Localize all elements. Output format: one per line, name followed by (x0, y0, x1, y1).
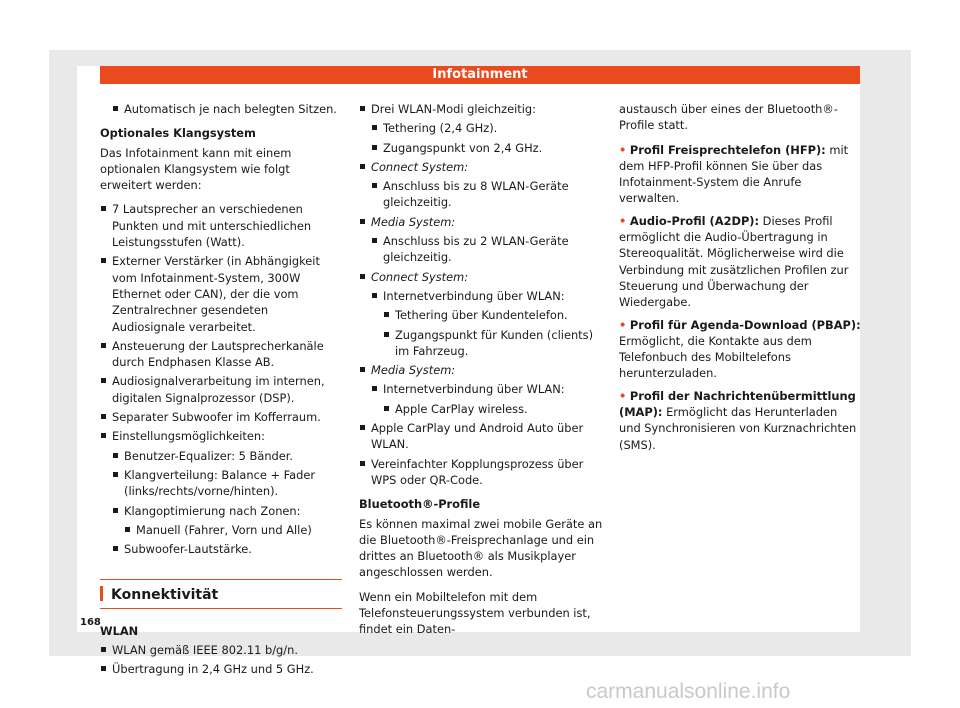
column-3 (619, 98, 862, 459)
profile-title: Profil Freisprechtelefon (HFP): (629, 142, 826, 157)
list-item: Connect System: (359, 159, 603, 175)
profile-text: Dieses Profil ermöglicht die Audio-Übertragung in Stereoqualität. Möglicherweise wird die Verbindung mit zusätzlichen Profilen zur Steuerung und Überwachung der Wiedergabe. (619, 213, 849, 310)
list-item: Media System: (359, 214, 603, 230)
chapter-header: Infotainment (100, 66, 860, 84)
section-title-text: Konnektivität (111, 587, 219, 604)
list-item: Zugangspunkt von 2,4 GHz. (371, 140, 603, 156)
list-item: Übertragung in 2,4 GHz und 5 GHz. (100, 661, 342, 677)
list-item: Tethering (2,4 GHz). (371, 120, 603, 136)
section-heading-sound-system: Optionales Klangsystem (100, 126, 256, 141)
watermark: carmanualsonline.info (586, 680, 791, 703)
list-item: WLAN gemäß IEEE 802.11 b/g/n. (100, 642, 342, 658)
profile-title: Profil für Agenda-Download (PBAP): (629, 317, 861, 332)
list-item: Separater Subwoofer im Kofferraum. (100, 409, 342, 425)
profile-text: Ermöglicht, die Kontakte aus dem Telefonbuch des Mobiltelefons herunterzuladen. (619, 333, 812, 381)
list-item: Media System: (359, 362, 603, 378)
bullet-dot: • (619, 388, 627, 403)
profile-map (619, 388, 862, 453)
profile-text: Ermöglicht das Herunterladen und Synchronisieren von Kurznachrichten (SMS). (619, 405, 857, 452)
page-number: 168 (80, 617, 101, 628)
profile-a2dp (619, 213, 862, 311)
list-item: Drei WLAN-Modi gleichzeitig: (359, 101, 603, 117)
profile-pbap (619, 317, 862, 382)
paragraph: Das Infotainment kann mit einem optionalen Klangsystem wie folgt erweitert werden: (100, 145, 292, 193)
list-item: Audiosignalverarbeitung im internen, digitalen Signalprozessor (DSP). (100, 373, 342, 406)
list-item: Subwoofer-Lautstärke. (112, 541, 342, 557)
list-item: Apple CarPlay und Android Auto über WLAN. (359, 420, 603, 453)
profile-title: Audio-Profil (A2DP): (629, 213, 760, 228)
paragraph: Es können maximal zwei mobile Geräte an die Bluetooth®-Freisprechanlage und ein drittes an Bluetooth® als Musikplayer angeschlossen werden. (359, 516, 603, 580)
list-item: Internetverbindung über WLAN: (371, 288, 603, 304)
list-item: Ansteuerung der Lautsprecherkanäle durch Endphasen Klasse AB. (100, 338, 342, 371)
list-item: Connect System: (359, 269, 603, 285)
list-item: Automatisch je nach belegten Sitzen. (112, 101, 342, 117)
list-item: Klangverteilung: Balance + Fader (links/rechts/vorne/hinten). (112, 467, 342, 500)
list-item: 7 Lautsprecher an verschiedenen Punkten und mit unterschiedlichen Leistungsstufen (Watt). (100, 201, 342, 250)
list-item: Tethering über Kundentelefon. (383, 307, 603, 323)
section-title-connectivity (100, 579, 342, 608)
profile-hfp (619, 142, 862, 207)
list-item: Anschluss bis zu 2 WLAN-Geräte gleichzeitig. (371, 233, 603, 266)
list-item: Internetverbindung über WLAN: (371, 381, 603, 397)
list-item: Externer Verstärker (in Abhängigkeit vom Infotainment-System, 300W Ethernet oder CAN), der die vom Zentralrechner gesendeten Audiosignale verarbeitet. (100, 253, 342, 334)
list-item: Anschluss bis zu 8 WLAN-Geräte gleichzeitig. (371, 178, 603, 211)
profile-text: mit dem HFP-Profil können Sie über das Infotainment-System die Anrufe verwalten. (619, 142, 849, 206)
bullet-dot: • (619, 213, 627, 228)
section-heading-wlan: WLAN (100, 623, 139, 638)
paragraph: Wenn ein Mobiltelefon mit dem Telefonsteuerungssystem verbunden ist, findet ein Daten- (359, 589, 591, 637)
column-2 (359, 98, 603, 646)
section-heading-bluetooth: Bluetooth®-Profile (359, 497, 481, 512)
list-item: Klangoptimierung nach Zonen: (112, 503, 342, 519)
column-1 (100, 98, 342, 681)
list-item: Vereinfachter Kopplungsprozess über WPS oder QR-Code. (359, 456, 603, 489)
list-item: Einstellungsmöglichkeiten: (100, 428, 342, 444)
list-item: Apple CarPlay wireless. (383, 401, 603, 417)
list-item: Zugangspunkt für Kunden (clients) im Fahrzeug. (383, 327, 603, 360)
bullet-dot: • (619, 317, 627, 332)
list-item: Manuell (Fahrer, Vorn und Alle) (124, 522, 342, 538)
bullet-dot: • (619, 142, 627, 157)
profile-title: Profil der Nachrichtenübermittlung (MAP): (619, 388, 856, 420)
paragraph: austausch über eines der Bluetooth®-Profile statt. (619, 102, 838, 133)
list-item: Benutzer-Equalizer: 5 Bänder. (112, 448, 342, 464)
accent-bar (100, 586, 103, 601)
